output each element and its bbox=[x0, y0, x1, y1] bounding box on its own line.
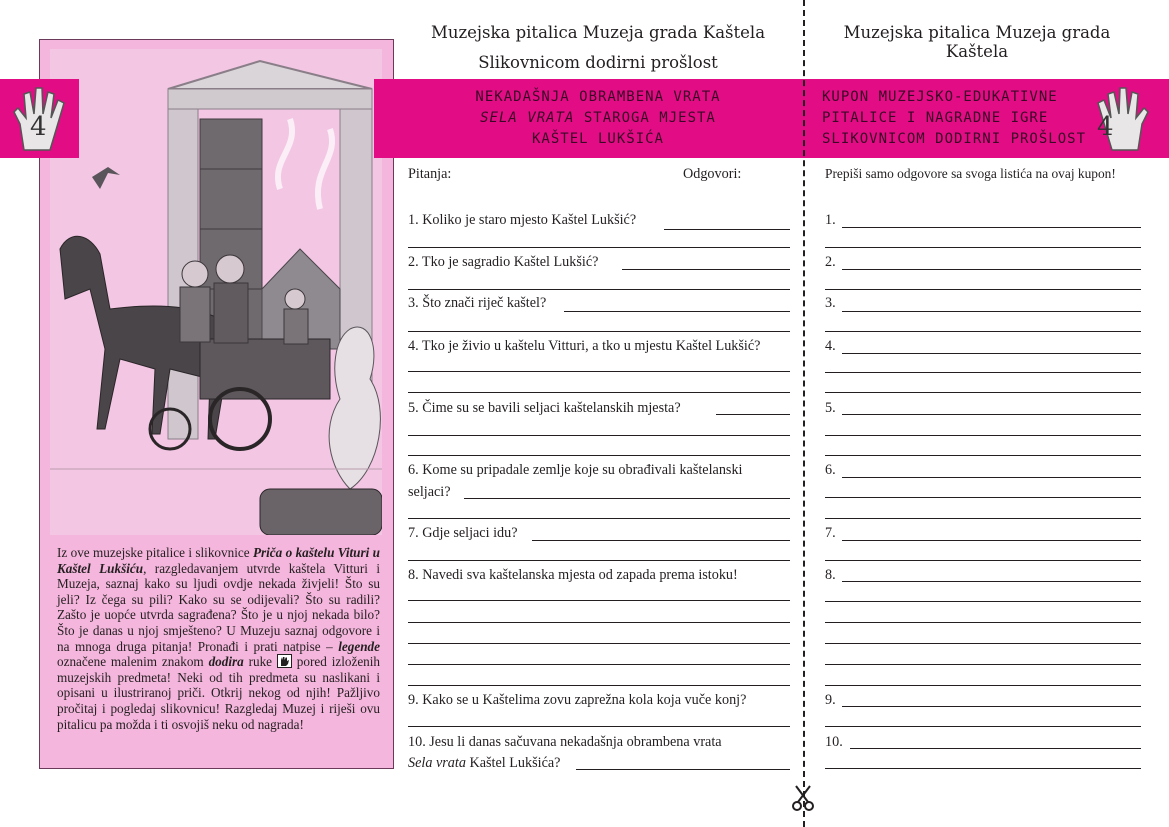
question-10: 10. Jesu li danas sačuvana nekadašnja obrambena vrata bbox=[408, 734, 722, 750]
question-10-cont bbox=[408, 754, 560, 772]
intro-part: označene malenim znakom bbox=[57, 654, 209, 670]
coupon-answer-line[interactable] bbox=[825, 247, 1141, 248]
intro-dodira: dodira bbox=[208, 654, 244, 670]
coupon-answer-line[interactable] bbox=[825, 560, 1141, 561]
answer-line[interactable] bbox=[716, 414, 790, 415]
answer-line[interactable] bbox=[408, 392, 790, 393]
coupon-header-title: Muzejska pitalica Muzeja grada Kaštela bbox=[843, 23, 1111, 61]
coupon-number-5: 5. bbox=[825, 400, 836, 416]
intro-paragraph bbox=[57, 545, 380, 732]
coupon-answer-line[interactable] bbox=[825, 664, 1141, 665]
coupon-answer-line[interactable] bbox=[842, 540, 1141, 541]
answer-line[interactable] bbox=[408, 435, 790, 436]
answer-line[interactable] bbox=[408, 560, 790, 561]
coupon-answer-line[interactable] bbox=[842, 581, 1141, 582]
coupon-answer-line[interactable] bbox=[825, 643, 1141, 644]
intro-part: pored izloženih muzejskih predmeta! Neki od tih predmeta su naslikani i opisani u ilustriranoj priči. Otkrij nekog od njih! Pažljivo pročitaj i pogledaj slikovnicu! Razgledaj Muzej i riješi ovu pitalicu pa možda i ti osvojiš neku od nagrada! bbox=[57, 654, 381, 732]
illustration-horse-cart bbox=[50, 49, 382, 535]
band-title-italic: SELA VRATA bbox=[480, 110, 575, 126]
coupon-answer-line[interactable] bbox=[825, 768, 1141, 769]
coupon-answer-line[interactable] bbox=[825, 331, 1141, 332]
badge-number-left: 4 bbox=[30, 112, 47, 142]
answer-line[interactable] bbox=[408, 622, 790, 623]
coupon-answer-line[interactable] bbox=[825, 392, 1141, 393]
question-10-italic: Sela vrata bbox=[408, 755, 466, 771]
answer-line[interactable] bbox=[408, 371, 790, 372]
answer-line[interactable] bbox=[408, 643, 790, 644]
answer-line[interactable] bbox=[464, 498, 790, 499]
band-title-line1: NEKADAŠNJA OBRAMBENA VRATA bbox=[475, 89, 721, 105]
header-title: Muzejska pitalica Muzeja grada Kaštela bbox=[430, 23, 766, 42]
scissors-icon bbox=[792, 784, 814, 812]
coupon-answer-line[interactable] bbox=[825, 518, 1141, 519]
question-4: 4. Tko je živio u kaštelu Vitturi, a tko u mjestu Kaštel Lukšić? bbox=[408, 338, 761, 354]
coupon-number-3: 3. bbox=[825, 295, 836, 311]
answer-line[interactable] bbox=[408, 664, 790, 665]
answer-line[interactable] bbox=[408, 518, 790, 519]
coupon-number-7: 7. bbox=[825, 525, 836, 541]
answer-line[interactable] bbox=[408, 600, 790, 601]
intro-part: , razgledavanjem utvrde kaštela Vitturi i Muzeja, saznaj kako su ljudi ovdje nekada živjeli! Što su jeli? Iz čega su pili? Kako su se odijevali? Što su radili? Zašto je uopće utvrda sagrađena? Što je u njoj nekada bilo? Što je danas u njoj smješteno? U Muzeju saznaj odgovore i na mnoga druga pitanja! Pronađi i prati natpise – bbox=[57, 560, 381, 654]
question-9: 9. Kako se u Kaštelima zovu zaprežna kola koja vuče konj? bbox=[408, 692, 747, 708]
answer-line[interactable] bbox=[408, 331, 790, 332]
hand-touch-icon bbox=[277, 654, 292, 668]
question-6: 6. Kome su pripadale zemlje koje su obrađivali kaštelanski bbox=[408, 462, 743, 478]
intro-part: ruke bbox=[243, 654, 277, 670]
band-title bbox=[400, 87, 796, 150]
question-3: 3. Što znači riječ kaštel? bbox=[408, 295, 547, 311]
coupon-answer-line[interactable] bbox=[842, 353, 1141, 354]
coupon-title-line3: SLIKOVNICOM DODIRNI PROŠLOST bbox=[822, 131, 1087, 147]
question-8: 8. Navedi sva kaštelanska mjesta od zapada prema istoku! bbox=[408, 567, 738, 583]
band-title-line2 bbox=[400, 108, 796, 129]
coupon-answer-line[interactable] bbox=[842, 477, 1141, 478]
intro-part: Iz ove muzejske pitalice i slikovnice bbox=[57, 545, 253, 560]
coupon-number-8: 8. bbox=[825, 567, 836, 583]
answer-line[interactable] bbox=[622, 269, 790, 270]
answer-line[interactable] bbox=[564, 311, 790, 312]
badge-number-right: 4 bbox=[1097, 112, 1114, 142]
coupon-answer-line[interactable] bbox=[825, 372, 1141, 373]
coupon-answer-line[interactable] bbox=[825, 726, 1141, 727]
coupon-number-6: 6. bbox=[825, 462, 836, 478]
coupon-answer-line[interactable] bbox=[825, 289, 1141, 290]
coupon-number-1: 1. bbox=[825, 212, 836, 228]
answer-line[interactable] bbox=[408, 289, 790, 290]
intro-legende: legende bbox=[338, 638, 380, 654]
coupon-number-2: 2. bbox=[825, 254, 836, 270]
coupon-number-4: 4. bbox=[825, 338, 836, 354]
cut-line bbox=[803, 0, 805, 827]
band-title-line3: KAŠTEL LUKŠIĆA bbox=[531, 131, 664, 147]
coupon-answer-line[interactable] bbox=[825, 435, 1141, 436]
answer-line[interactable] bbox=[408, 726, 790, 727]
question-1: 1. Koliko je staro mjesto Kaštel Lukšić? bbox=[408, 212, 637, 228]
answer-line[interactable] bbox=[408, 247, 790, 248]
coupon-title-line2: PITALICE I NAGRADNE IGRE bbox=[822, 110, 1049, 126]
coupon-answer-line[interactable] bbox=[842, 269, 1141, 270]
question-2: 2. Tko je sagradio Kaštel Lukšić? bbox=[408, 254, 599, 270]
answer-line[interactable] bbox=[408, 455, 790, 456]
answers-label: Odgovori: bbox=[683, 166, 742, 182]
coupon-number-10: 10. bbox=[825, 734, 843, 750]
coupon-answer-line[interactable] bbox=[825, 601, 1141, 602]
coupon-answer-line[interactable] bbox=[825, 455, 1141, 456]
intro-book-title: Priča o kaštelu Vituri u Kaštel Lukšiću bbox=[57, 545, 380, 576]
coupon-answer-line[interactable] bbox=[842, 414, 1141, 415]
coupon-answer-line[interactable] bbox=[842, 311, 1141, 312]
coupon-number-9: 9. bbox=[825, 692, 836, 708]
questions-label: Pitanja: bbox=[408, 166, 452, 182]
question-10-rest: Kaštel Lukšića? bbox=[465, 755, 561, 771]
header-subtitle: Slikovnicom dodirni prošlost bbox=[478, 53, 718, 72]
coupon-answer-line[interactable] bbox=[825, 622, 1141, 623]
band-title-line2-rest: STAROGA MJESTA bbox=[574, 110, 716, 126]
question-5: 5. Čime su se bavili seljaci kaštelanskih mjesta? bbox=[408, 400, 681, 416]
answer-line[interactable] bbox=[664, 229, 790, 230]
answer-line[interactable] bbox=[576, 769, 790, 770]
coupon-answer-line[interactable] bbox=[825, 497, 1141, 498]
answer-line[interactable] bbox=[408, 685, 790, 686]
coupon-answer-line[interactable] bbox=[842, 227, 1141, 228]
coupon-title-line1: KUPON MUZEJSKO-EDUKATIVNE bbox=[822, 89, 1058, 105]
coupon-answer-line[interactable] bbox=[850, 748, 1141, 749]
question-7: 7. Gdje seljaci idu? bbox=[408, 525, 518, 541]
answer-line[interactable] bbox=[532, 540, 790, 541]
question-6-cont: seljaci? bbox=[408, 484, 451, 500]
coupon-answer-line[interactable] bbox=[842, 706, 1141, 707]
coupon-answer-line[interactable] bbox=[825, 685, 1141, 686]
coupon-title bbox=[822, 87, 1092, 150]
coupon-instruction: Prepiši samo odgovore sa svoga listića na ovaj kupon! bbox=[825, 166, 1116, 181]
